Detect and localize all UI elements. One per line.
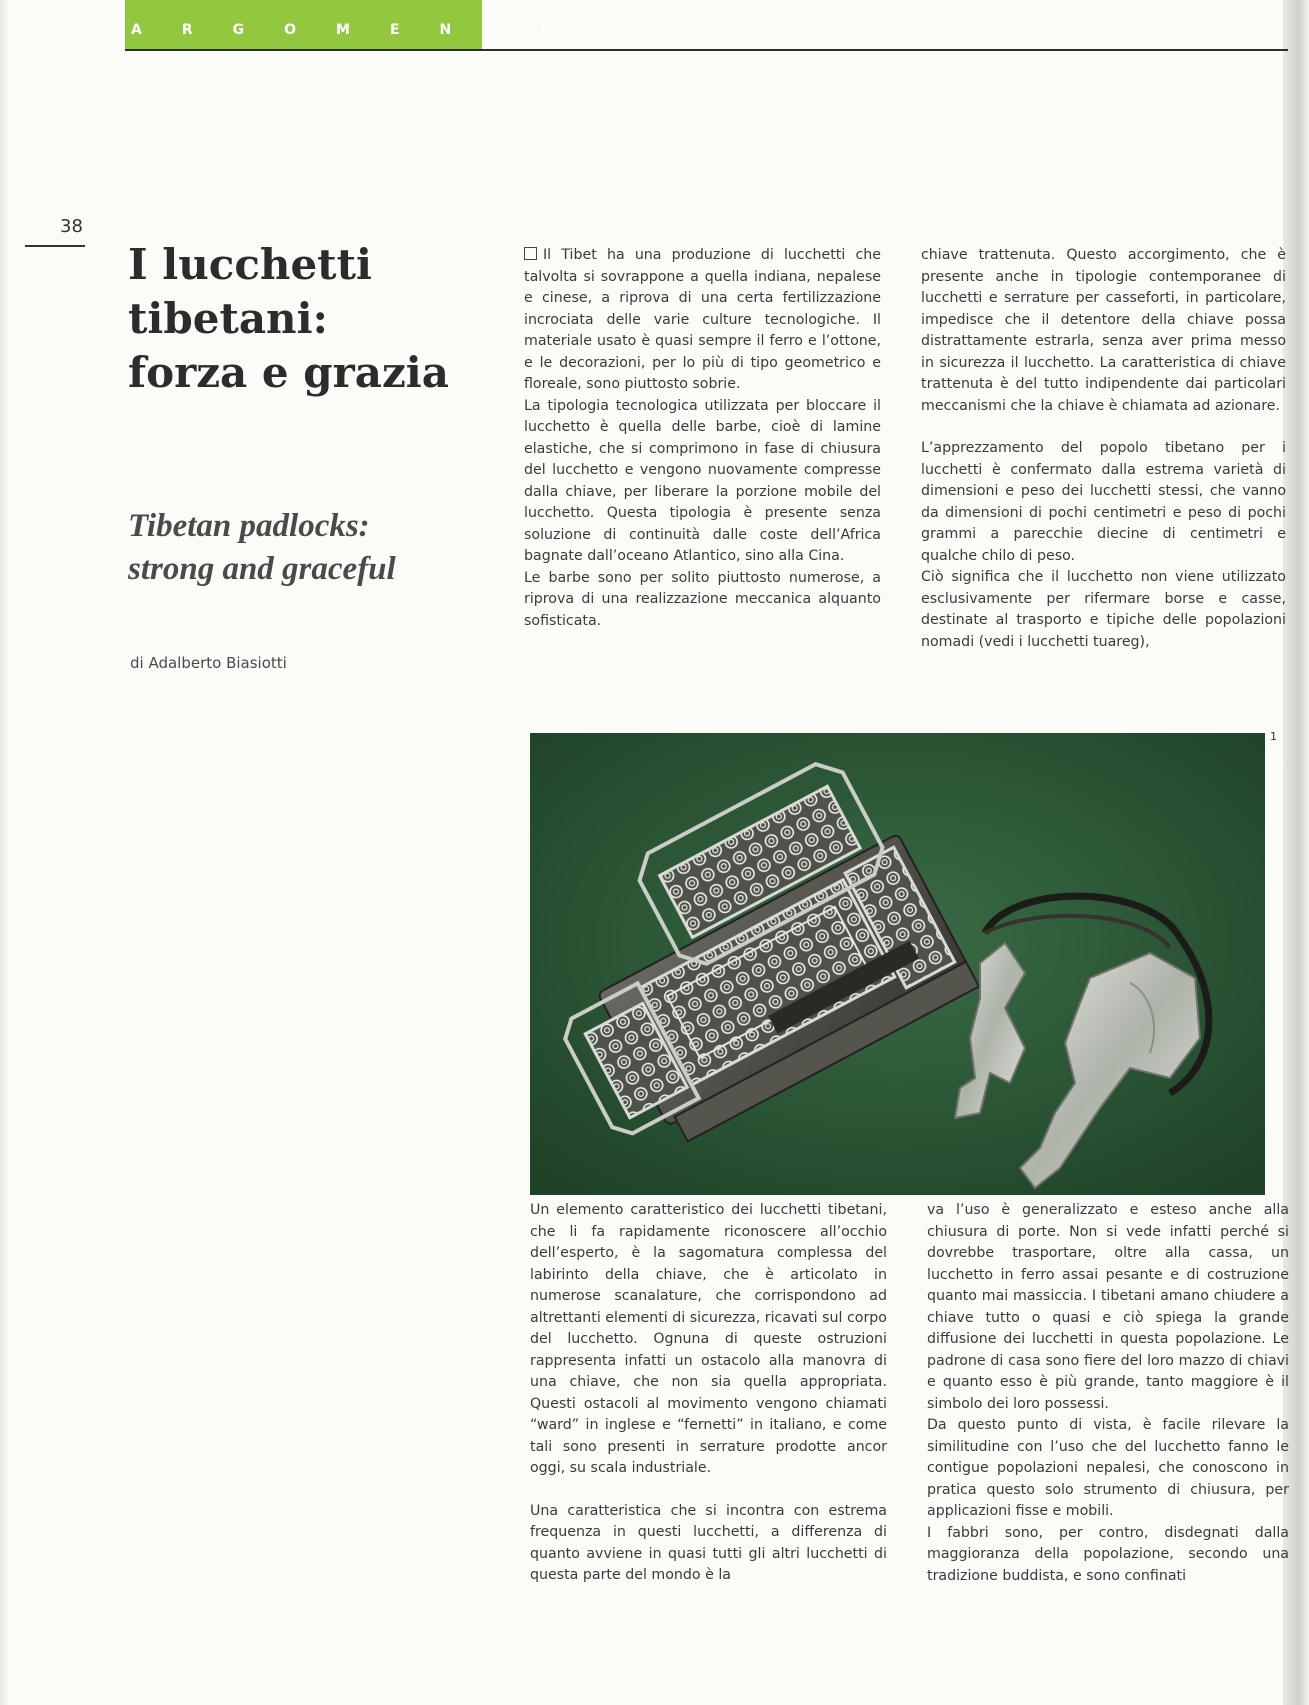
paragraph: Le barbe sono per solito piuttosto numerose, a riprova di una realizzazione meccanica alquanto sofisticata. xyxy=(524,569,881,629)
scan-left-edge xyxy=(0,0,10,1705)
subtitle-line: strong and graceful xyxy=(128,551,396,587)
paragraph: Da questo punto di vista, è facile rilevare la similitudine con l’uso che del lucchetto fanno le contigue popolazioni nepalesi, che conoscono in pratica questo solo strumento di chiusura, per applicazioni fisse e mobili. xyxy=(927,1417,1289,1519)
byline: di Adalberto Biasiotti xyxy=(130,654,287,672)
figure-number: 1 xyxy=(1270,730,1277,743)
paragraph: L’apprezzamento del popolo tibetano per i lucchetti è confermato dalla estrema varietà di dimensioni e peso dei lucchetti stessi, che vanno da dimensioni di pochi centimetri e peso di pochi grammi a parecchie diecine di centimetri e qualche chilo di peso. xyxy=(921,440,1286,564)
text-column-4 xyxy=(927,1200,1289,1587)
text-column-3 xyxy=(530,1200,887,1587)
paragraph: va l’uso è generalizzato e esteso anche alla chiusura di porte. Non si vede infatti perché si dovrebbe trasportare, oltre alla cassa, un lucchetto in ferro assai pesante e di costruzione quanto mai massiccia. I tibetani amano chiudere a chiave tutto o quasi e ciò spiega la grande diffusione dei lucchetti in questa popolazione. Le padrone di casa sono fiere del loro mazzo di chiavi e quanto esso è più grande, tanto maggiore è il simbolo dei loro possessi. xyxy=(927,1202,1289,1412)
header-rule xyxy=(125,49,1288,51)
paragraph: Ciò significa che il lucchetto non viene utilizzato esclusivamente per rifermare borse e casse, destinate al trasporto e tipiche delle popolazioni nomadi (vedi i lucchetti tuareg), xyxy=(921,569,1286,650)
page-number: 38 xyxy=(60,216,83,237)
paragraph: Una caratteristica che si incontra con estrema frequenza in questi lucchetti, a differenza di quanto avviene in quasi tutti gli altri lucchetti di questa parte del mondo è la xyxy=(530,1502,887,1583)
section-label: ARGOMENTI xyxy=(131,22,586,38)
subtitle-line: Tibetan padlocks: xyxy=(128,508,370,544)
checkbox-bullet-icon xyxy=(524,247,537,260)
paragraph-text: Il Tibet ha una produzione di lucchetti che talvolta si sovrappone a quella indiana, nepalese e cinese, a riprova di una certa fertilizzazione incrociata delle varie culture tecnologiche. Il materiale usato è quasi sempre il ferro e l’ottone, e le decorazioni, per lo più di tipo geometrico e floreale, sono piuttosto sobrie. xyxy=(524,247,881,392)
article-subtitle xyxy=(128,505,458,591)
page-number-rule xyxy=(25,245,85,247)
text-column-1 xyxy=(524,245,881,632)
padlock-photo xyxy=(530,733,1265,1195)
paragraph xyxy=(524,245,881,396)
section-band xyxy=(125,0,586,50)
article-title xyxy=(128,238,458,400)
paragraph: Un elemento caratteristico dei lucchetti tibetani, che li fa rapidamente riconoscere all’occhio dell’esperto, è la sagomatura complessa del labirinto della chiave, che è articolato in numerose scanalature, che corrispondono ad altrettanti elementi di sicurezza, ricavati sul corpo del lucchetto. Ognuna di queste ostruzioni rappresenta infatti un ostacolo alla manovra di una chiave, che non sia quella appropriata. Questi ostacoli al movimento vengono chiamati “ward” in inglese e “fernetti” in italiano, e come tali sono presenti in serrature prodotte ancor oggi, su scala industriale. xyxy=(530,1202,887,1476)
paragraph: La tipologia tecnologica utilizzata per bloccare il lucchetto è quella delle barbe, cioè di lamine elastiche, che si comprimono in fase di chiusura del lucchetto e vengono nuovamente compresse dalla chiave, per liberare la porzione mobile del lucchetto. Questa tipologia è presente senza soluzione di continuità dalle coste dell’Africa bagnate dall’oceano Atlantico, sino alla Cina. xyxy=(524,397,881,564)
title-line: I lucchetti xyxy=(128,240,372,289)
title-line: forza e grazia xyxy=(128,348,449,397)
title-line: tibetani: xyxy=(128,294,329,343)
text-column-2 xyxy=(921,245,1286,653)
paragraph: I fabbri sono, per contro, disdegnati dalla maggioranza della popolazione, secondo una tradizione buddista, e sono confinati xyxy=(927,1524,1289,1584)
paragraph: chiave trattenuta. Questo accorgimento, che è presente anche in tipologie contemporanee di lucchetti e serrature per casseforti, in particolare, impedisce che il detentore della chiave possa distrattamente estrarla, senza aver prima messo in sicurezza il lucchetto. La caratteristica di chiave trattenuta è del tutto indipendente dai particolari meccanismi che la chiave è chiamata ad azionare. xyxy=(921,247,1286,414)
